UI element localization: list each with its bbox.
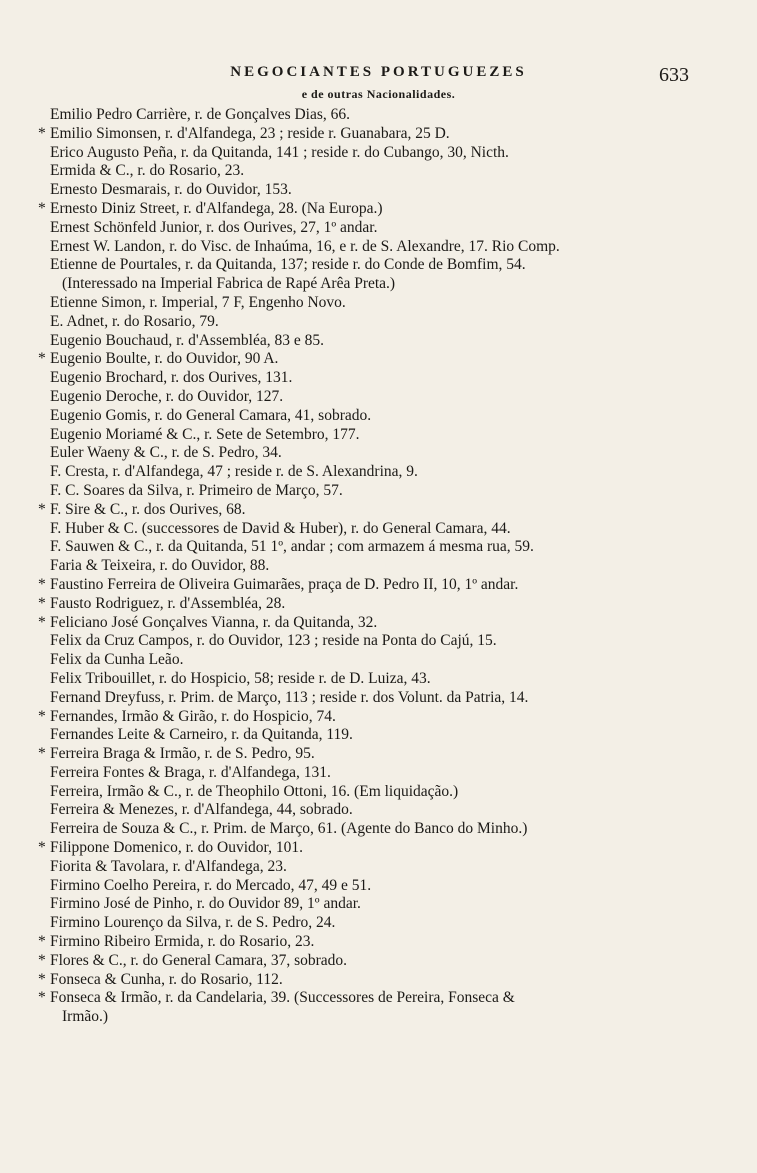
entry-text: Firmino José de Pinho, r. do Ouvidor 89, 1º andar. <box>50 895 361 913</box>
list-item <box>0 181 757 200</box>
list-item <box>0 764 757 783</box>
entry-marker: * <box>38 989 46 1007</box>
page-title: NEGOCIANTES PORTUGUEZES <box>230 64 527 80</box>
entry-text: Eugenio Boulte, r. do Ouvidor, 90 A. <box>50 350 279 368</box>
entry-text: Eugenio Deroche, r. do Ouvidor, 127. <box>50 387 284 405</box>
entry-text: Ferreira Fontes & Braga, r. d'Alfandega, 131. <box>50 763 331 781</box>
entry-marker: * <box>38 951 46 969</box>
list-item <box>0 444 757 463</box>
list-item <box>0 595 757 614</box>
list-item-continuation <box>0 1008 757 1027</box>
entry-text: Filippone Domenico, r. do Ouvidor, 101. <box>50 839 303 857</box>
list-item <box>0 689 757 708</box>
entry-text: Emilio Simonsen, r. d'Alfandega, 23 ; reside r. Guanabara, 25 D. <box>50 124 450 142</box>
entry-text: Erico Augusto Peña, r. da Quitanda, 141 ; reside r. do Cubango, 30, Nicth. <box>50 143 509 161</box>
entry-marker: * <box>38 707 46 725</box>
entry-marker: * <box>38 575 46 593</box>
list-item <box>0 200 757 219</box>
list-item <box>0 463 757 482</box>
entry-text: Emilio Pedro Carrière, r. de Gonçalves Dias, 66. <box>50 106 351 123</box>
entry-text: F. C. Soares da Silva, r. Primeiro de Março, 57. <box>50 481 343 499</box>
entry-text: Ernesto Diniz Street, r. d'Alfandega, 28. (Na Europa.) <box>50 199 383 217</box>
entry-text: Ernesto Desmarais, r. do Ouvidor, 153. <box>50 181 292 199</box>
entry-marker: * <box>38 613 46 631</box>
entry-marker: * <box>38 500 46 518</box>
entry-marker: * <box>38 124 46 142</box>
list-item <box>0 106 757 125</box>
entry-text: Fonseca & Cunha, r. do Rosario, 112. <box>50 970 283 988</box>
entry-marker: * <box>38 594 46 612</box>
entry-marker: * <box>38 970 46 988</box>
entry-text: Eugenio Bouchaud, r. d'Assembléa, 83 e 85. <box>50 331 324 349</box>
entry-text: Ermida & C., r. do Rosario, 23. <box>50 162 245 180</box>
entry-text: Etienne Simon, r. Imperial, 7 F, Engenho Novo. <box>50 293 346 311</box>
merchant-list <box>0 106 757 1027</box>
entry-text: (Interessado na Imperial Fabrica de Rapé Arêa Preta.) <box>62 275 396 293</box>
list-item <box>0 557 757 576</box>
entry-text: Ferreira de Souza & C., r. Prim. de Março, 61. (Agente do Banco do Minho.) <box>50 820 528 838</box>
entry-text: Firmino Ribeiro Ermida, r. do Rosario, 23. <box>50 933 315 951</box>
list-item <box>0 219 757 238</box>
list-item <box>0 538 757 557</box>
entry-text: Felix da Cruz Campos, r. do Ouvidor, 123 ; reside na Ponta do Cajú, 15. <box>50 632 497 650</box>
entry-text: Fonseca & Irmão, r. da Candelaria, 39. (Successores de Pereira, Fonseca & <box>50 989 515 1007</box>
entry-text: F. Cresta, r. d'Alfandega, 47 ; reside r. de S. Alexandrina, 9. <box>50 463 418 481</box>
list-item <box>0 877 757 896</box>
entry-text: Fernandes, Irmão & Girão, r. do Hospicio, 74. <box>50 707 336 725</box>
entry-text: Felix da Cunha Leão. <box>50 651 184 669</box>
list-item-continuation <box>0 275 757 294</box>
entry-text: Feliciano José Gonçalves Vianna, r. da Quitanda, 32. <box>50 613 378 631</box>
entry-text: Fernandes Leite & Carneiro, r. da Quitanda, 119. <box>50 726 353 744</box>
list-item <box>0 313 757 332</box>
entry-text: Eugenio Gomis, r. do General Camara, 41, sobrado. <box>50 406 372 424</box>
list-item <box>0 670 757 689</box>
list-item <box>0 388 757 407</box>
entry-marker: * <box>38 839 46 857</box>
entry-text: Eugenio Moriamé & C., r. Sete de Setembro, 177. <box>50 425 360 443</box>
entry-text: Etienne de Pourtales, r. da Quitanda, 137; reside r. do Conde de Bomfim, 54. <box>50 256 526 274</box>
list-item <box>0 369 757 388</box>
list-item <box>0 726 757 745</box>
entry-marker: * <box>38 199 46 217</box>
entry-text: Irmão.) <box>62 1008 109 1026</box>
entry-text: Ernest Schönfeld Junior, r. dos Ourives, 27, 1º andar. <box>50 218 378 236</box>
list-item <box>0 350 757 369</box>
list-item <box>0 332 757 351</box>
list-item <box>0 933 757 952</box>
list-item <box>0 708 757 727</box>
list-item <box>0 895 757 914</box>
list-item <box>0 989 757 1008</box>
entry-text: Ferreira & Menezes, r. d'Alfandega, 44, sobrado. <box>50 801 353 819</box>
entry-text: Firmino Coelho Pereira, r. do Mercado, 47, 49 e 51. <box>50 876 372 894</box>
entry-marker: * <box>38 745 46 763</box>
list-item <box>0 651 757 670</box>
entry-marker: * <box>38 350 46 368</box>
list-item <box>0 801 757 820</box>
entry-text: Felix Tribouillet, r. do Hospicio, 58; reside r. de D. Luiza, 43. <box>50 669 431 687</box>
list-item <box>0 482 757 501</box>
entry-text: Fausto Rodriguez, r. d'Assembléa, 28. <box>50 594 286 612</box>
entry-text: Ferreira, Irmão & C., r. de Theophilo Ottoni, 16. (Em liquidação.) <box>50 782 459 800</box>
list-item <box>0 125 757 144</box>
entry-text: Firmino Lourenço da Silva, r. de S. Pedro, 24. <box>50 914 336 932</box>
list-item <box>0 783 757 802</box>
entry-text: Flores & C., r. do General Camara, 37, sobrado. <box>50 951 348 969</box>
entry-text: Fernand Dreyfuss, r. Prim. de Março, 113 ; reside r. dos Volunt. da Patria, 14. <box>50 688 529 706</box>
entry-text: Eugenio Brochard, r. dos Ourives, 131. <box>50 369 293 387</box>
list-item <box>0 294 757 313</box>
list-item <box>0 256 757 275</box>
entry-text: E. Adnet, r. do Rosario, 79. <box>50 312 219 330</box>
entry-text: F. Huber & C. (successores de David & Huber), r. do General Camara, 44. <box>50 519 511 537</box>
list-item <box>0 914 757 933</box>
entry-text: Faria & Teixeira, r. do Ouvidor, 88. <box>50 557 270 575</box>
list-item <box>0 520 757 539</box>
list-item <box>0 971 757 990</box>
list-item <box>0 238 757 257</box>
list-item <box>0 952 757 971</box>
list-item <box>0 820 757 839</box>
list-item <box>0 614 757 633</box>
entry-text: F. Sauwen & C., r. da Quitanda, 51 1º, andar ; com armazem á mesma rua, 59. <box>50 538 534 556</box>
list-item <box>0 632 757 651</box>
list-item <box>0 745 757 764</box>
list-item <box>0 858 757 877</box>
list-item <box>0 162 757 181</box>
entry-text: Faustino Ferreira de Oliveira Guimarães, praça de D. Pedro II, 10, 1º andar. <box>50 575 519 593</box>
entry-text: Euler Waeny & C., r. de S. Pedro, 34. <box>50 444 282 462</box>
list-item <box>0 407 757 426</box>
entry-marker: * <box>38 933 46 951</box>
page-subtitle: e de outras Nacionalidades. <box>301 87 456 101</box>
entry-text: F. Sire & C., r. dos Ourives, 68. <box>50 500 246 518</box>
entry-text: Fiorita & Tavolara, r. d'Alfandega, 23. <box>50 857 287 875</box>
list-item <box>0 144 757 163</box>
entry-text: Ferreira Braga & Irmão, r. de S. Pedro, 95. <box>50 745 315 763</box>
entry-text: Ernest W. Landon, r. do Visc. de Inhaúma, 16, e r. de S. Alexandre, 17. Rio Comp. <box>50 237 560 255</box>
list-item <box>0 501 757 520</box>
page-number: 633 <box>659 64 689 86</box>
list-item <box>0 839 757 858</box>
list-item <box>0 576 757 595</box>
list-item <box>0 426 757 445</box>
